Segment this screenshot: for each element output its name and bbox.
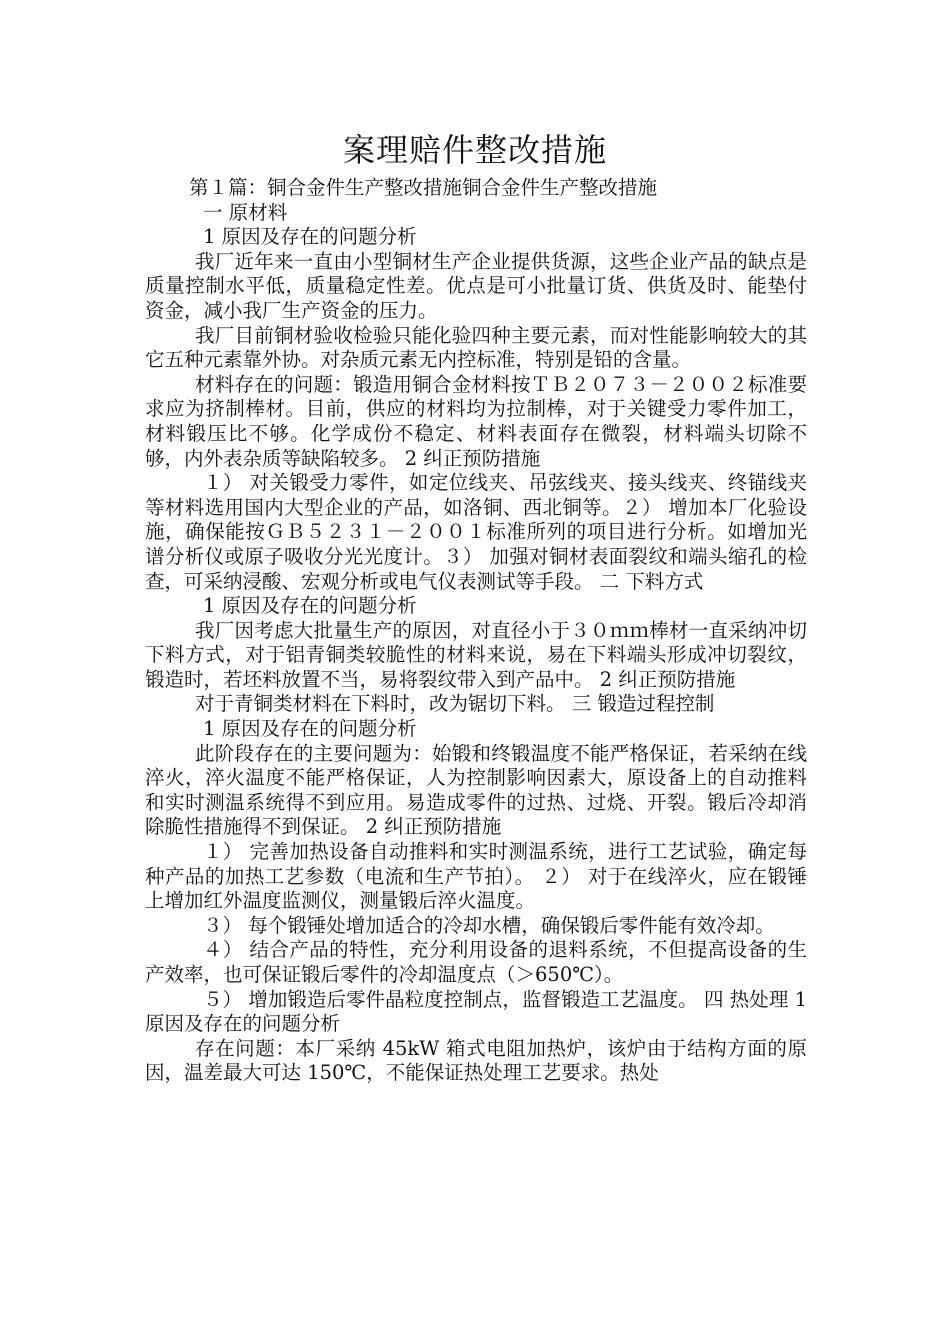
paragraph: 1 原因及存在的问题分析 bbox=[203, 225, 417, 249]
paragraph: ３） 每个锻锤处增加适合的冷却水槽，确保锻后零件能有效冷却。 bbox=[203, 913, 775, 937]
paragraph: １） 完善加热设备自动推料和实时测温系统，进行工艺试验，确定每种产品的加热工艺参数（电流和生产节拍）。 ２） 对于在线淬火，应在锻锤上增加红外温度监测仪，测量锻后淬火温度。 bbox=[145, 840, 807, 913]
document-body bbox=[145, 176, 807, 1086]
paragraph: ４） 结合产品的特性，充分利用设备的退料系统，不但提高设备的生产效率，也可保证锻后零件的冷却温度点（＞650℃）。 bbox=[145, 938, 807, 986]
paragraph: １） 对关锻受力零件，如定位线夹、吊弦线夹、接头线夹、终锚线夹等材料选用国内大型企业的产品，如洛铜、西北铜等。２） 增加本厂化验设施，确保能按ＧＢ５２３１－２００１标准所列的项目进行分析。如增加光谱分析仪或原子吸收分光光度计。３） 加强对铜材表面裂纹和端头缩孔的检查，可采纳浸酸、宏观分析或电气仪表测试等手段。 二 下料方式 bbox=[145, 471, 807, 593]
paragraph: 我厂因考虑大批量生产的原因，对直径小于３０ｍｍ棒材一直采纳冲切下料方式，对于铝青铜类较脆性的材料来说，易在下料端头形成冲切裂纹，锻造时，若坯料放置不当，易将裂纹带入到产品中。 2 纠正预防措施 bbox=[145, 618, 807, 691]
document-title: 案理赔件整改措施 bbox=[342, 131, 607, 169]
paragraph: 对于青铜类材料在下料时，改为锯切下料。 三 锻造过程控制 bbox=[195, 692, 715, 716]
paragraph: 材料存在的问题：锻造用铜合金材料按ＴＢ２０７３－２００２标准要求应为挤制棒材。目前，供应的材料均为拉制棒，对于关键受力零件加工，材料锻压比不够。化学成份不稳定、材料表面存在微裂，材料端头切除不够，内外表杂质等缺陷较多。 2 纠正预防措施 bbox=[145, 372, 807, 470]
paragraph: ５） 增加锻造后零件晶粒度控制点，监督锻造工艺温度。 四 热处理 1 原因及存在的问题分析 bbox=[145, 987, 807, 1036]
paragraph: 存在问题：本厂采纳 45kW 箱式电阻加热炉，该炉由于结构方面的原因，温差最大可达 150℃，不能保证热处理工艺要求。热处 bbox=[145, 1036, 807, 1085]
paragraph: 一 原材料 bbox=[203, 200, 288, 224]
paragraph: 1 原因及存在的问题分析 bbox=[203, 594, 417, 618]
paragraph: 我厂目前铜材验收检验只能化验四种主要元素，而对性能影响较大的其它五种元素靠外协。对杂质元素无内控标准，特别是铅的含量。 bbox=[145, 323, 807, 372]
paragraph: 此阶段存在的主要问题为：始锻和终锻温度不能严格保证，若采纳在线淬火，淬火温度不能严格保证，人为控制影响因素大，原设备上的自动推料和实时测温系统得不到应用。易造成零件的过热、过烧、开裂。锻后冷却消除脆性措施得不到保证。 2 纠正预防措施 bbox=[145, 741, 807, 839]
paragraph: 我厂近年来一直由小型铜材生产企业提供货源，这些企业产品的缺点是质量控制水平低，质量稳定性差。优点是可小批量订货、供货及时、能垫付资金，减小我厂生产资金的压力。 bbox=[145, 249, 807, 322]
paragraph: 第１篇：铜合金件生产整改措施铜合金件生产整改措施 bbox=[189, 176, 658, 199]
paragraph: 1 原因及存在的问题分析 bbox=[203, 717, 417, 741]
